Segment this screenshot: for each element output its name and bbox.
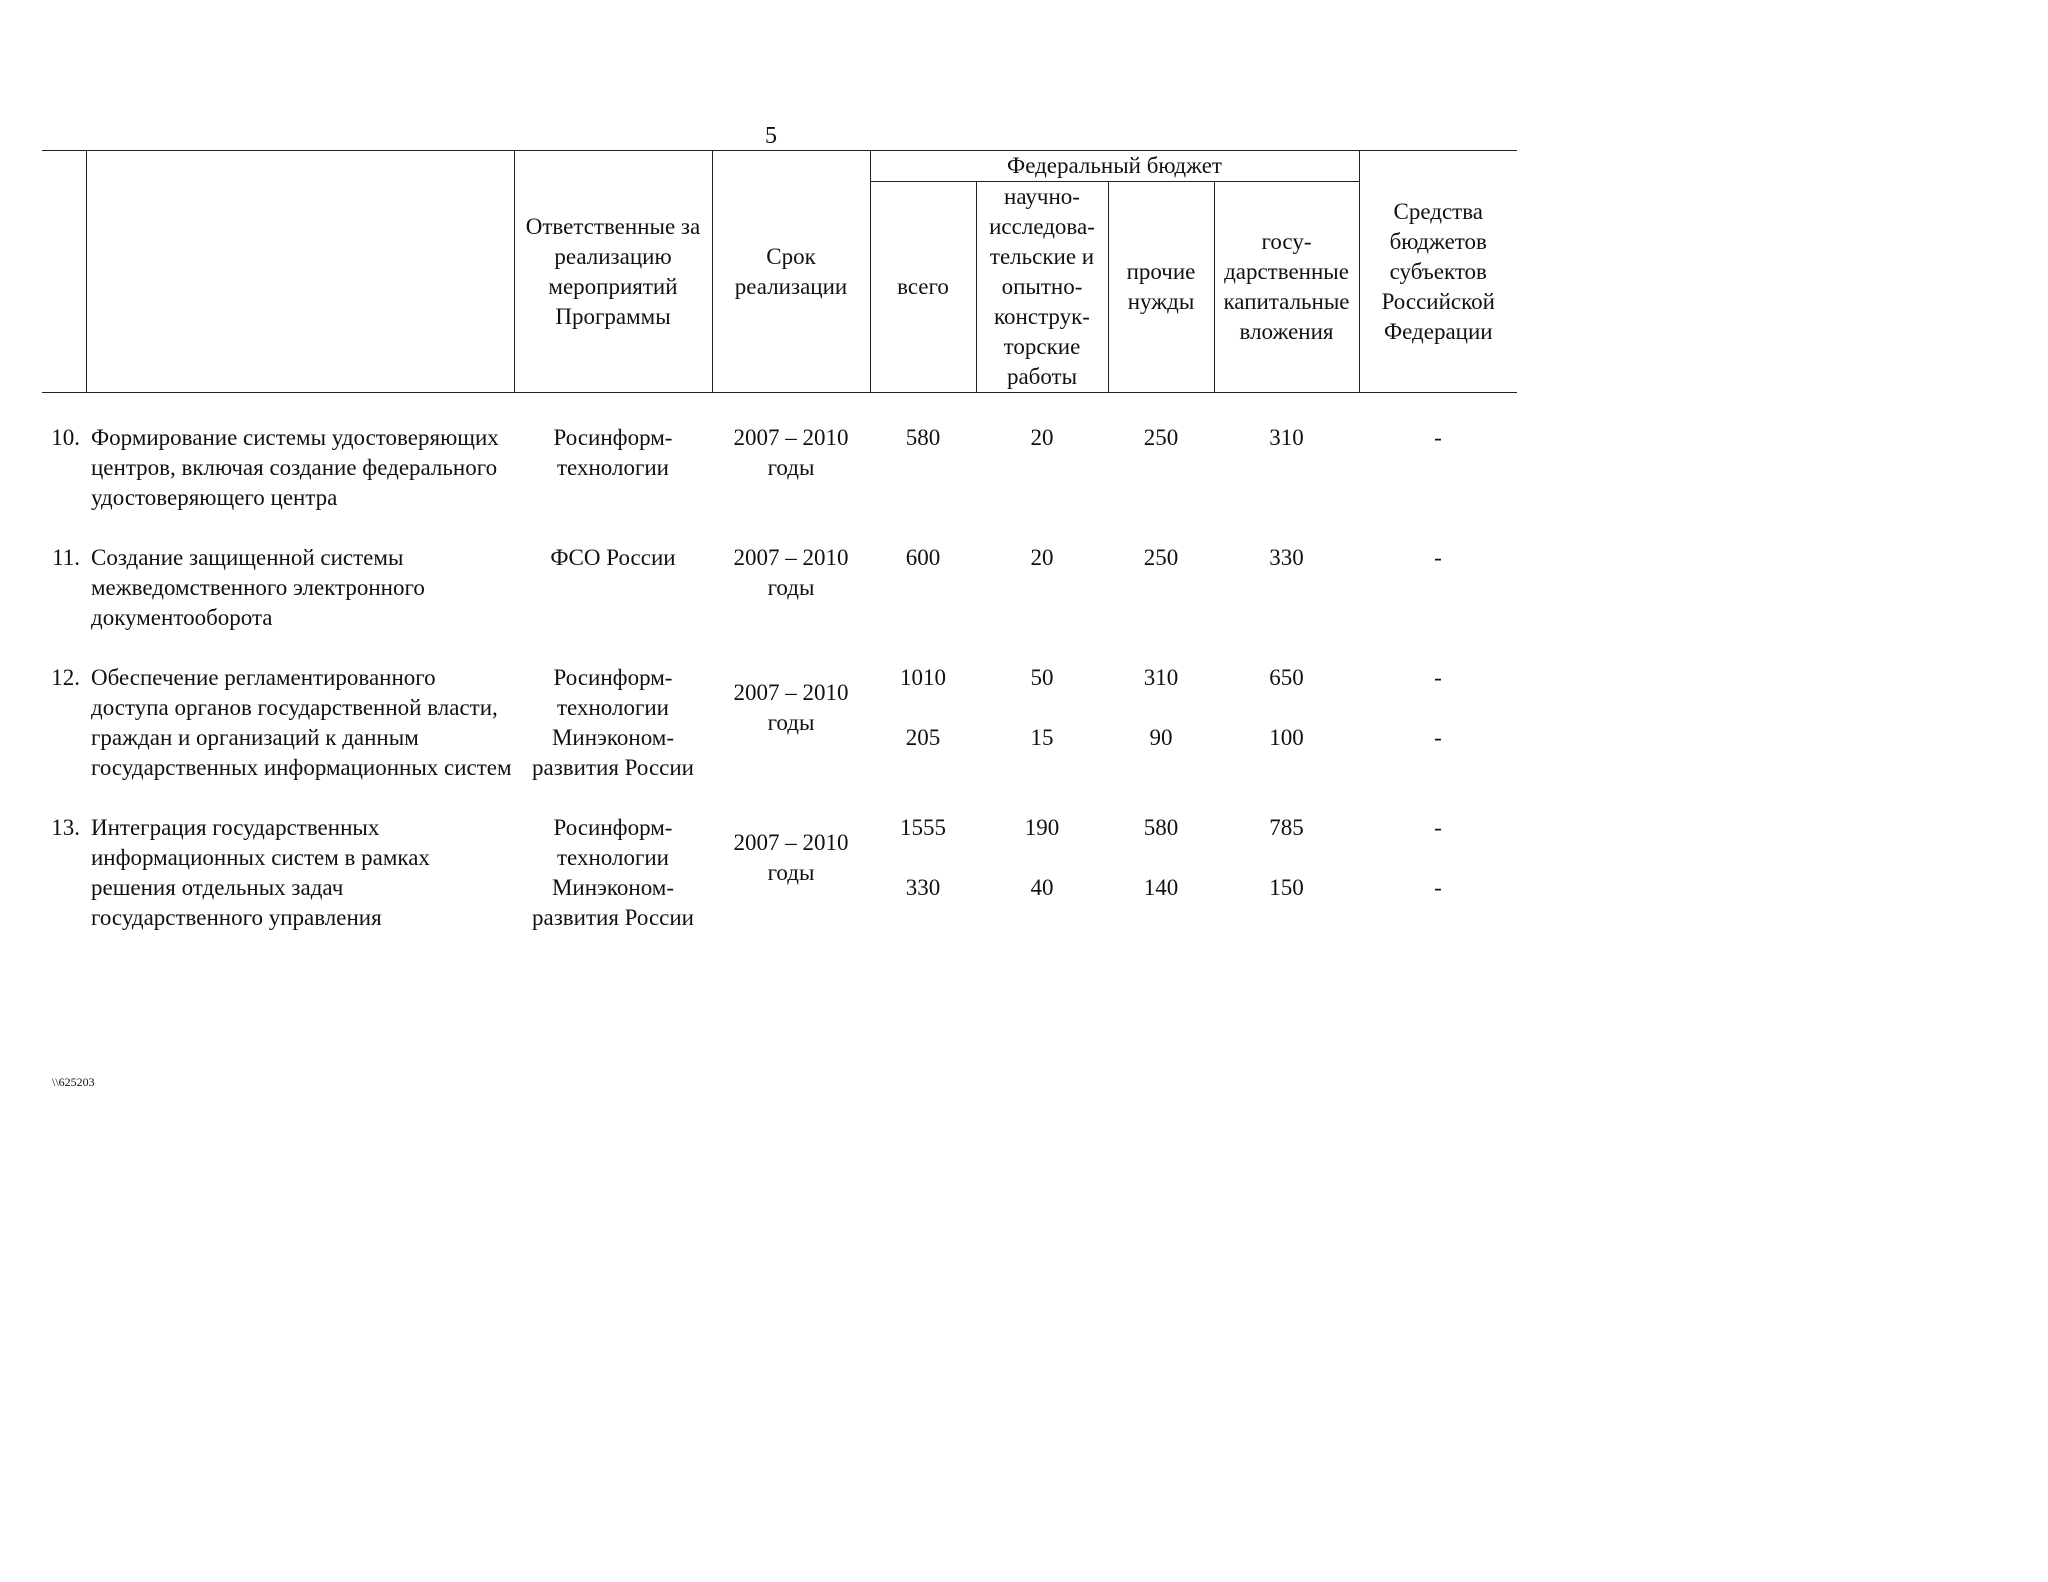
header-rnd-label: научно-исследова-тельские и опытно-конструк-торские работы	[989, 184, 1095, 389]
row-term-text: 2007 – 2010 годы	[733, 830, 849, 885]
row-capital: 310	[1269, 425, 1304, 450]
header-capital	[1214, 182, 1359, 393]
row-rnd: 20	[1030, 545, 1054, 570]
header-regional-label: Средства бюджетов субъектов Российской Федерации	[1381, 198, 1495, 344]
row-total-value-2: 330	[905, 875, 941, 900]
row-total	[870, 663, 976, 783]
row-capital	[1214, 813, 1359, 933]
row-gap	[42, 783, 1517, 813]
row-rnd-value: 190	[1024, 815, 1060, 840]
row-title: Создание защищенной системы межведомственного электронного документооборота	[91, 545, 425, 630]
page-number: 5	[765, 123, 777, 149]
row-regional-value: -	[1434, 815, 1442, 840]
row-total-value-2: 205	[905, 725, 941, 750]
row-regional	[1359, 663, 1517, 783]
row-term: 2007 – 2010 годы	[733, 545, 849, 600]
row-other: 250	[1143, 425, 1179, 450]
row-title: Формирование системы удостоверяющих центров, включая создание федерального удостоверяющего центра	[91, 425, 499, 510]
header-rnd	[976, 182, 1108, 393]
header-total	[870, 182, 976, 393]
row-regional: -	[1434, 545, 1442, 570]
header-num-cell	[42, 151, 86, 393]
document-code: \\625203	[52, 1075, 95, 1089]
row-capital-value: 785	[1269, 815, 1304, 840]
row-term	[712, 813, 870, 933]
row-capital-value-2: 100	[1269, 725, 1304, 750]
row-other	[1108, 813, 1214, 933]
row-other-value: 580	[1143, 815, 1179, 840]
row-regional-value: -	[1434, 665, 1442, 690]
header-federal-budget-label: Федеральный бюджет	[1007, 153, 1222, 178]
header-regional	[1359, 151, 1517, 393]
row-regional-value-2: -	[1434, 875, 1442, 900]
row-number: 11.	[52, 545, 80, 570]
header-other-label: прочие нужды	[1126, 259, 1196, 314]
row-capital: 330	[1269, 545, 1304, 570]
row-total	[870, 813, 976, 933]
row-rnd	[976, 813, 1108, 933]
row-regional	[1359, 813, 1517, 933]
row-other-value-2: 90	[1149, 725, 1173, 750]
row-term: 2007 – 2010 годы	[733, 425, 849, 480]
table-row	[42, 543, 1517, 633]
row-capital-value-2: 150	[1269, 875, 1304, 900]
header-title-cell	[86, 151, 514, 393]
row-regional-value-2: -	[1434, 725, 1442, 750]
budget-table	[42, 150, 1517, 933]
row-responsible: Росинформ-технологии Минэконом-развития России	[532, 815, 694, 930]
row-other-value-2: 140	[1143, 875, 1179, 900]
row-rnd-value: 50	[1030, 665, 1054, 690]
row-capital-value: 650	[1269, 665, 1304, 690]
row-number: 13.	[51, 815, 80, 840]
header-responsible	[514, 151, 712, 393]
row-rnd: 20	[1030, 425, 1054, 450]
row-responsible: Росинформ-технологии	[553, 425, 673, 480]
row-regional: -	[1434, 425, 1442, 450]
row-total: 580	[905, 425, 941, 450]
header-gap	[42, 393, 1517, 424]
row-term-text: 2007 – 2010 годы	[733, 680, 849, 735]
row-rnd	[976, 663, 1108, 783]
row-title: Интеграция государственных информационных систем в рамках решения отдельных задач государственного управления	[91, 815, 430, 930]
row-term	[712, 663, 870, 783]
header-total-label: всего	[897, 274, 949, 299]
table-row	[42, 663, 1517, 783]
row-total-value: 1555	[900, 815, 946, 840]
table-row	[42, 423, 1517, 513]
header-federal-budget	[870, 151, 1359, 182]
header-term-label: Срок реализации	[734, 243, 848, 299]
row-number: 10.	[51, 425, 80, 450]
row-total-value: 1010	[900, 665, 946, 690]
row-rnd-value-2: 15	[1030, 725, 1054, 750]
row-gap	[42, 513, 1517, 543]
row-number: 12.	[51, 665, 80, 690]
table-row	[42, 813, 1517, 933]
row-capital	[1214, 663, 1359, 783]
row-rnd-value-2: 40	[1030, 875, 1054, 900]
row-responsible: Росинформ-технологии Минэконом-развития России	[532, 665, 694, 780]
row-other-value: 310	[1143, 665, 1179, 690]
row-responsible: ФСО России	[550, 545, 676, 570]
row-total: 600	[905, 545, 941, 570]
header-other	[1108, 182, 1214, 393]
row-other	[1108, 663, 1214, 783]
row-gap	[42, 633, 1517, 663]
header-responsible-label: Ответственные за реализацию мероприятий Программы	[525, 213, 701, 329]
header-term	[712, 151, 870, 393]
header-capital-label: госу-дарственные капитальные вложения	[1223, 229, 1350, 344]
row-title: Обеспечение регламентированного доступа органов государственной власти, граждан и организаций к данным государственных информационных систем	[91, 665, 512, 780]
row-other: 250	[1143, 545, 1179, 570]
